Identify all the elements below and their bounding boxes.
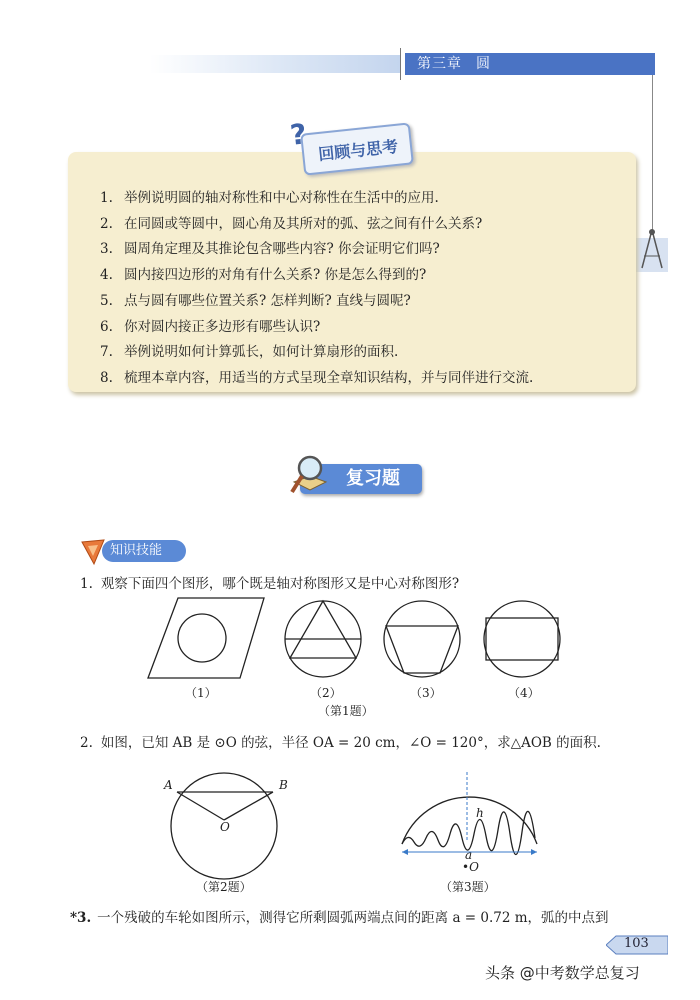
list-item: 8. 梳理本章内容，用适当的方式呈现全章知识结构，并与同伴进行交流.: [100, 369, 534, 386]
chapter-header: [405, 53, 655, 75]
caption-fig4: （4）: [508, 686, 540, 700]
magnifier-book-icon: [288, 452, 334, 498]
review-title: 回顾与思考: [317, 136, 399, 165]
compass-icon: [634, 226, 670, 274]
label-b-point: B: [279, 778, 288, 792]
chapter-title: 圆: [476, 56, 491, 72]
question-mark-icon: ?: [288, 117, 309, 152]
header-fade-bar: [150, 55, 400, 73]
list-item: 2. 在同圆或等圆中，圆心角及其所对的弧、弦之间有什么关系?: [100, 215, 483, 232]
side-divider: [652, 75, 653, 235]
question-2: 2. 如图，已知 AB 是 ⊙O 的弦，半径 OA = 20 cm，∠O = 120°，求△AOB 的面积.: [80, 735, 601, 751]
header-divider: [400, 48, 401, 80]
review-question-list: [100, 186, 533, 392]
chapter-number: 第三章: [417, 56, 462, 72]
list-item: 1. 举例说明圆的轴对称性和中心对称性在生活中的应用.: [100, 190, 439, 206]
exercise-title: 复习题: [300, 464, 422, 494]
label-h: h: [476, 806, 484, 820]
list-item: 6. 你对圆内接正多边形有哪些认识?: [100, 318, 321, 335]
label-a-length: a: [465, 848, 473, 862]
figure-caption-q2: （第2题）: [196, 880, 252, 894]
figure-caption-q3: （第3题）: [440, 880, 496, 894]
section-badge: 知识技能: [102, 540, 186, 562]
question-1: 1. 观察下面四个图形，哪个既是轴对称图形又是中心对称图形?: [80, 576, 460, 592]
caption-fig1: （1）: [185, 686, 217, 700]
caption-fig3: （3）: [410, 686, 442, 700]
list-item: 5. 点与圆有哪些位置关系? 怎样判断? 直线与圆呢?: [100, 292, 411, 309]
caption-fig2: （2）: [310, 686, 342, 700]
list-item: 4. 圆内接四边形的对角有什么关系? 你是怎么得到的?: [100, 267, 427, 284]
label-o-center-q3: •O: [462, 860, 479, 874]
list-item: 3. 圆周角定理及其推论包含哪些内容? 你会证明它们吗?: [100, 241, 440, 258]
watermark: 头条 @中考数学总复习: [485, 964, 640, 982]
page-number: 103: [624, 936, 649, 951]
figure-caption-q1: （第1题）: [318, 704, 374, 718]
question-1-figures: [130, 596, 570, 686]
question-3: *3. 一个残破的车轮如图所示，测得它所剩圆弧两端点间的距离 a = 0.72 m，弧的中点到: [70, 910, 609, 926]
label-o-center: O: [220, 820, 230, 834]
label-a-point: A: [164, 778, 173, 792]
list-item: 7. 举例说明如何计算弧长，如何计算扇形的面积.: [100, 344, 399, 361]
